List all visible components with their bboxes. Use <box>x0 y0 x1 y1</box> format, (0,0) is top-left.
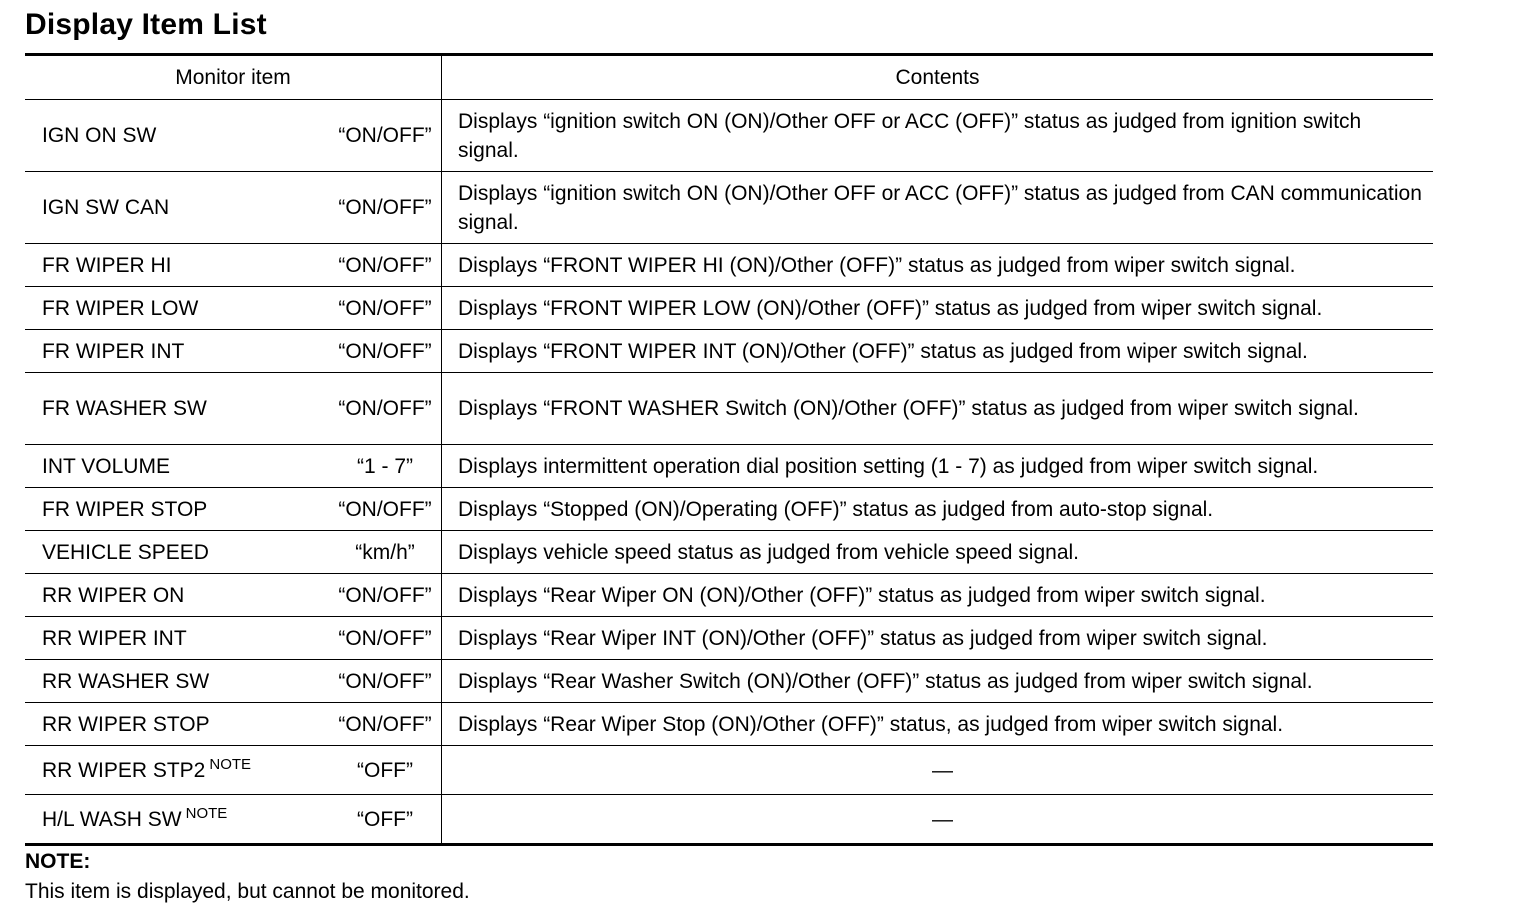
monitor-item-value: “ON/OFF” <box>338 253 432 277</box>
monitor-item-name <box>42 756 251 785</box>
table-row <box>25 660 1433 703</box>
table-header-row <box>25 55 1433 100</box>
monitor-item-name: FR WASHER SW <box>42 397 207 420</box>
table-row <box>25 795 1433 845</box>
monitor-item-name: IGN ON SW <box>42 124 157 147</box>
table-row <box>25 244 1433 287</box>
item-contents: Displays “Rear Wiper ON (ON)/Other (OFF)” status as judged from wiper switch signal. <box>458 583 1266 607</box>
table-row <box>25 445 1433 488</box>
table-row <box>25 373 1433 445</box>
table-row <box>25 172 1433 244</box>
item-contents: Displays “FRONT WIPER LOW (ON)/Other (OFF)” status as judged from wiper switch signal. <box>458 296 1323 320</box>
note-label: NOTE: <box>25 850 91 873</box>
monitor-item-name: RR WIPER INT <box>42 626 187 650</box>
monitor-item-name: FR WIPER LOW <box>42 296 199 320</box>
item-contents: Displays “FRONT WIPER HI (ON)/Other (OFF)” status as judged from wiper switch signal. <box>458 253 1296 277</box>
note-text: This item is displayed, but cannot be monitored. <box>25 880 470 903</box>
monitor-item-value: “ON/OFF” <box>338 196 432 219</box>
monitor-item-name: RR WASHER SW <box>42 669 210 693</box>
table-row <box>25 330 1433 373</box>
item-contents: — <box>932 807 953 831</box>
item-contents: Displays “FRONT WIPER INT (ON)/Other (OFF)” status as judged from wiper switch signal. <box>458 339 1308 363</box>
item-contents: Displays “ignition switch ON (ON)/Other OFF or ACC (OFF)” status as judged from ignition switch signal. <box>458 109 1362 162</box>
table-row <box>25 746 1433 795</box>
item-contents: Displays “Rear Wiper Stop (ON)/Other (OFF)” status, as judged from wiper switch signal. <box>458 712 1284 736</box>
monitor-item-value: “OFF” <box>357 758 413 782</box>
monitor-item-name: FR WIPER STOP <box>42 497 208 521</box>
item-contents: Displays vehicle speed status as judged from vehicle speed signal. <box>458 540 1080 564</box>
item-contents: Displays “FRONT WASHER Switch (ON)/Other (OFF)” status as judged from wiper switch signal. <box>458 397 1359 420</box>
table-row <box>25 488 1433 531</box>
table-row <box>25 531 1433 574</box>
monitor-item-value: “ON/OFF” <box>338 339 432 363</box>
item-contents: Displays “Stopped (ON)/Operating (OFF)” status as judged from auto-stop signal. <box>458 497 1214 521</box>
monitor-item-name: VEHICLE SPEED <box>42 540 209 564</box>
monitor-item-name: IGN SW CAN <box>42 196 170 219</box>
monitor-item-value: “ON/OFF” <box>338 397 432 420</box>
monitor-item-value: “ON/OFF” <box>338 626 432 650</box>
item-contents: — <box>932 758 953 782</box>
item-contents: Displays “ignition switch ON (ON)/Other OFF or ACC (OFF)” status as judged from CAN communication signal. <box>458 181 1422 234</box>
monitor-item-name: FR WIPER INT <box>42 339 185 363</box>
page-title: Display Item List <box>25 8 267 41</box>
header-contents: Contents <box>895 66 980 89</box>
item-contents: Displays “Rear Wiper INT (ON)/Other (OFF)” status as judged from wiper switch signal. <box>458 626 1268 650</box>
monitor-item-name <box>42 805 227 834</box>
monitor-item-label: RR WIPER STP2 <box>42 758 206 782</box>
monitor-item-value: “OFF” <box>357 807 413 831</box>
monitor-item-name: RR WIPER ON <box>42 583 185 607</box>
monitor-item-value: “1 - 7” <box>356 454 413 478</box>
item-contents: Displays “Rear Washer Switch (ON)/Other (OFF)” status as judged from wiper switch signal. <box>458 669 1313 693</box>
monitor-item-name: FR WIPER HI <box>42 253 172 277</box>
monitor-item-value: “ON/OFF” <box>338 124 432 147</box>
table-row <box>25 100 1433 172</box>
monitor-item-value: “ON/OFF” <box>338 296 432 320</box>
table-row <box>25 574 1433 617</box>
monitor-item-name: RR WIPER STOP <box>42 712 210 736</box>
monitor-item-label: H/L WASH SW <box>42 807 182 831</box>
monitor-item-name: INT VOLUME <box>42 454 170 478</box>
monitor-item-value: “ON/OFF” <box>338 497 432 521</box>
header-monitor-item: Monitor item <box>25 55 442 100</box>
monitor-item-value: “km/h” <box>355 540 415 564</box>
display-item-table <box>25 53 1433 846</box>
table-row <box>25 287 1433 330</box>
note-marker: NOTE <box>209 755 252 773</box>
item-contents: Displays intermittent operation dial position setting (1 - 7) as judged from wiper switch signal. <box>458 454 1319 478</box>
monitor-item-value: “ON/OFF” <box>338 669 432 693</box>
note-marker: NOTE <box>185 804 228 822</box>
monitor-item-value: “ON/OFF” <box>338 583 432 607</box>
table-row <box>25 617 1433 660</box>
monitor-item-value: “ON/OFF” <box>338 712 432 736</box>
table-row <box>25 703 1433 746</box>
